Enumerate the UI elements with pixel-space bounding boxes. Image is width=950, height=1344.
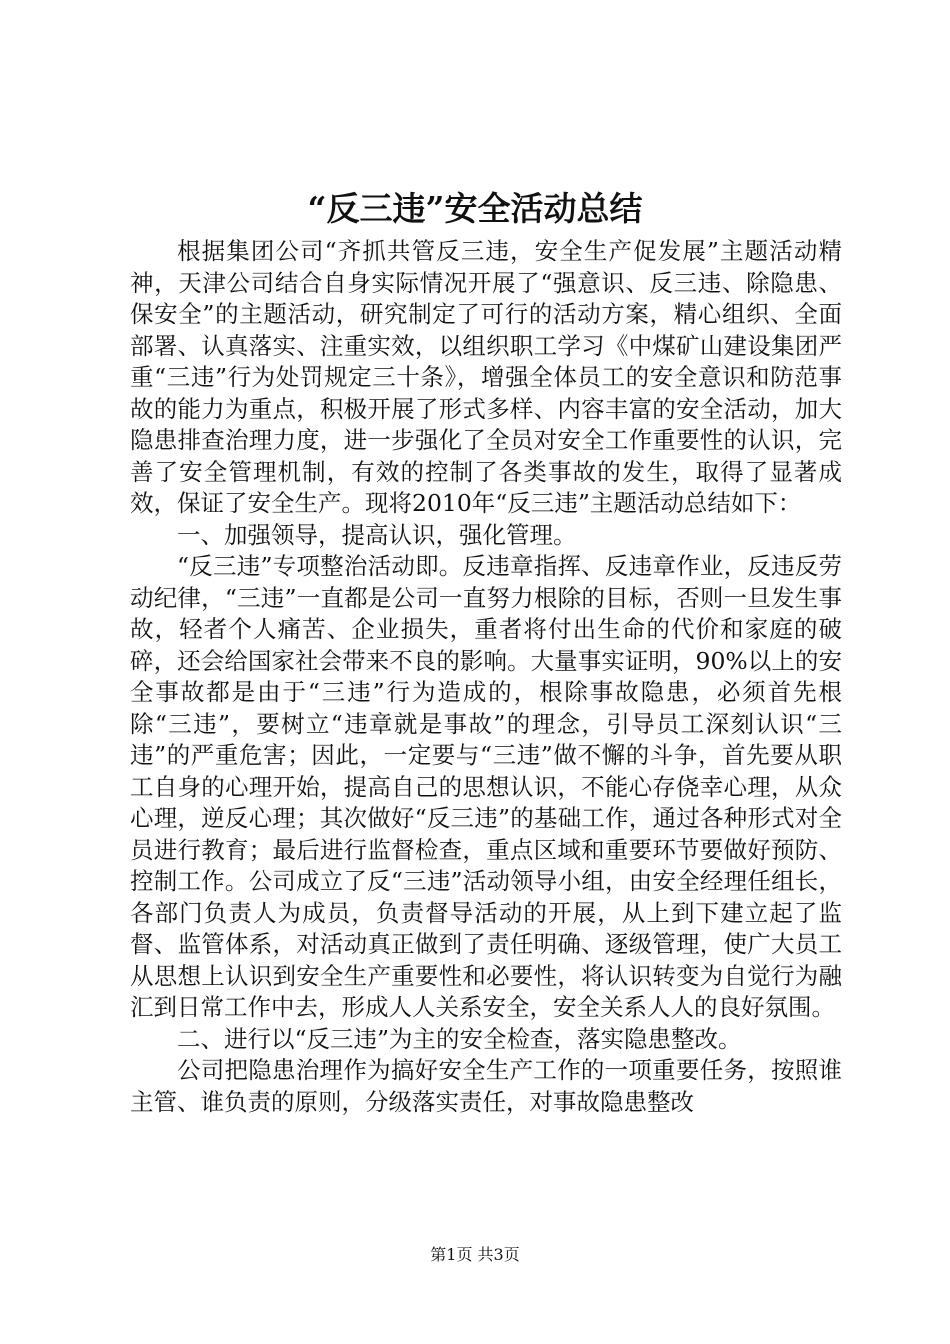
paragraph-section-1: “反三违”专项整治活动即。反违章指挥、反违章作业，反违反劳动纪律，“三违”一直都是公司一直努力根除的目标，否则一旦发生事故，轻者个人痛苦、企业损失，重者将付出生命的代价和家庭的破碎，还会给国家社会带来不良的影响。大量事实证明，90%以上的安全事故都是由于“三违”行为造成的，根除事故隐患，必须首先根除“三违”，要树立“违章就是事故”的理念，引导员工深刻认识“三违”的严重危害；因此，一定要与“三违”做不懈的斗争，首先要从职工自身的心理开始，提高自己的思想认识，不能心存侥幸心理，从众心理，逆反心理；其次做好“反三违”的基础工作，通过各种形式对全员进行教育；最后进行监督检查，重点区域和重要环节要做好预防、控制工作。公司成立了反“三违”活动领导小组，由安全经理任组长，各部门负责人为成员，负责督导活动的开展，从上到下建立起了监督、监管体系，对活动真正做到了责任明确、逐级管理，使广大员工从思想上认识到安全生产重要性和必要性，将认识转变为自觉行为融汇到日常工作中去，形成人人关系安全，安全关系人人的良好氛围。 bbox=[130, 552, 842, 1021]
section-heading-1: 一、加强领导，提高认识，强化管理。 bbox=[177, 520, 577, 549]
paragraph-intro: 根据集团公司“齐抓共管反三违，安全生产促发展”主题活动精神，天津公司结合自身实际情况开展了“强意识、反三违、除隐患、保安全”的主题活动，研究制定了可行的活动方案，精心组织、全面部署、认真落实、注重实效，以组织职工学习《中煤矿山建设集团严重“三违”行为处罚规定三十条》，增强全体员工的安全意识和防范事故的能力为重点，积极开展了形式多样、内容丰富的安全活动，加大隐患排查治理力度，进一步强化了全员对安全工作重要性的认识，完善了安全管理机制，有效的控制了各类事故的发生，取得了显著成效，保证了安全生产。现将2010年“反三违”主题活动总结如下： bbox=[130, 237, 842, 517]
section-heading-2: 二、进行以“反三违”为主的安全检查，落实隐患整改。 bbox=[177, 1024, 742, 1053]
document-body bbox=[130, 236, 842, 1118]
document-title: “反三违”安全活动总结 bbox=[307, 189, 643, 228]
page-number-footer: 第1页 共3页 bbox=[430, 1245, 520, 1264]
paragraph-section-2: 公司把隐患治理作为搞好安全生产工作的一项重要任务，按照谁主管、谁负责的原则，分级落实责任，对事故隐患整改 bbox=[130, 1056, 842, 1116]
